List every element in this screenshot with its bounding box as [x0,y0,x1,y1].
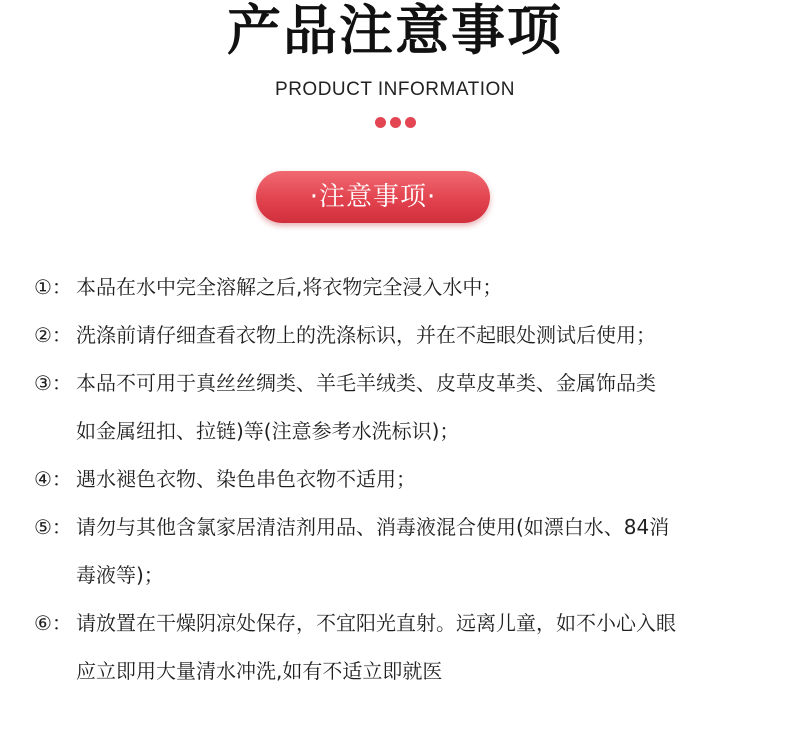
note-item-3-continued [34,417,459,445]
decorative-dots [0,117,790,128]
note-text: 请放置在干燥阴凉处保存，不宜阳光直射。远离儿童，如不小心入眼 [76,611,676,635]
note-text: 请勿与其他含氯家居清洁剂用品、消毒液混合使用(如漂白水、84消 [76,515,670,539]
note-number: ③： [34,371,72,395]
note-text: 毒液等)； [76,563,164,587]
dot-icon [405,117,416,128]
note-number: ⑥： [34,611,72,635]
note-text: 本品在水中完全溶解之后,将衣物完全浸入水中； [76,275,503,299]
dot-icon [390,117,401,128]
note-item-3 [34,369,656,397]
note-text: 本品不可用于真丝丝绸类、羊毛羊绒类、皮草皮革类、金属饰品类 [76,371,656,395]
note-number: ⑤： [34,515,72,539]
note-item-5 [34,513,669,541]
note-number: ②： [34,323,72,347]
note-number: ①： [34,275,72,299]
note-item-6-continued [34,657,442,685]
note-item-1 [34,273,502,301]
note-item-5-continued [34,561,164,589]
note-item-4 [34,465,416,493]
note-text: 如金属纽扣、拉链)等(注意参考水洗标识)； [76,419,460,443]
note-item-6 [34,609,676,637]
page-subtitle: PRODUCT INFORMATION [275,79,515,100]
note-text: 应立即用大量清水冲洗,如有不适立即就医 [76,659,443,683]
note-number: ④： [34,467,72,491]
section-badge: ·注意事项· [256,171,490,223]
note-text: 洗涤前请仔细查看衣物上的洗涤标识，并在不起眼处测试后使用； [76,323,656,347]
page-title: 产品注意事项 [227,0,563,62]
note-text: 遇水褪色衣物、染色串色衣物不适用； [76,467,416,491]
dot-icon [375,117,386,128]
note-item-2 [34,321,656,349]
